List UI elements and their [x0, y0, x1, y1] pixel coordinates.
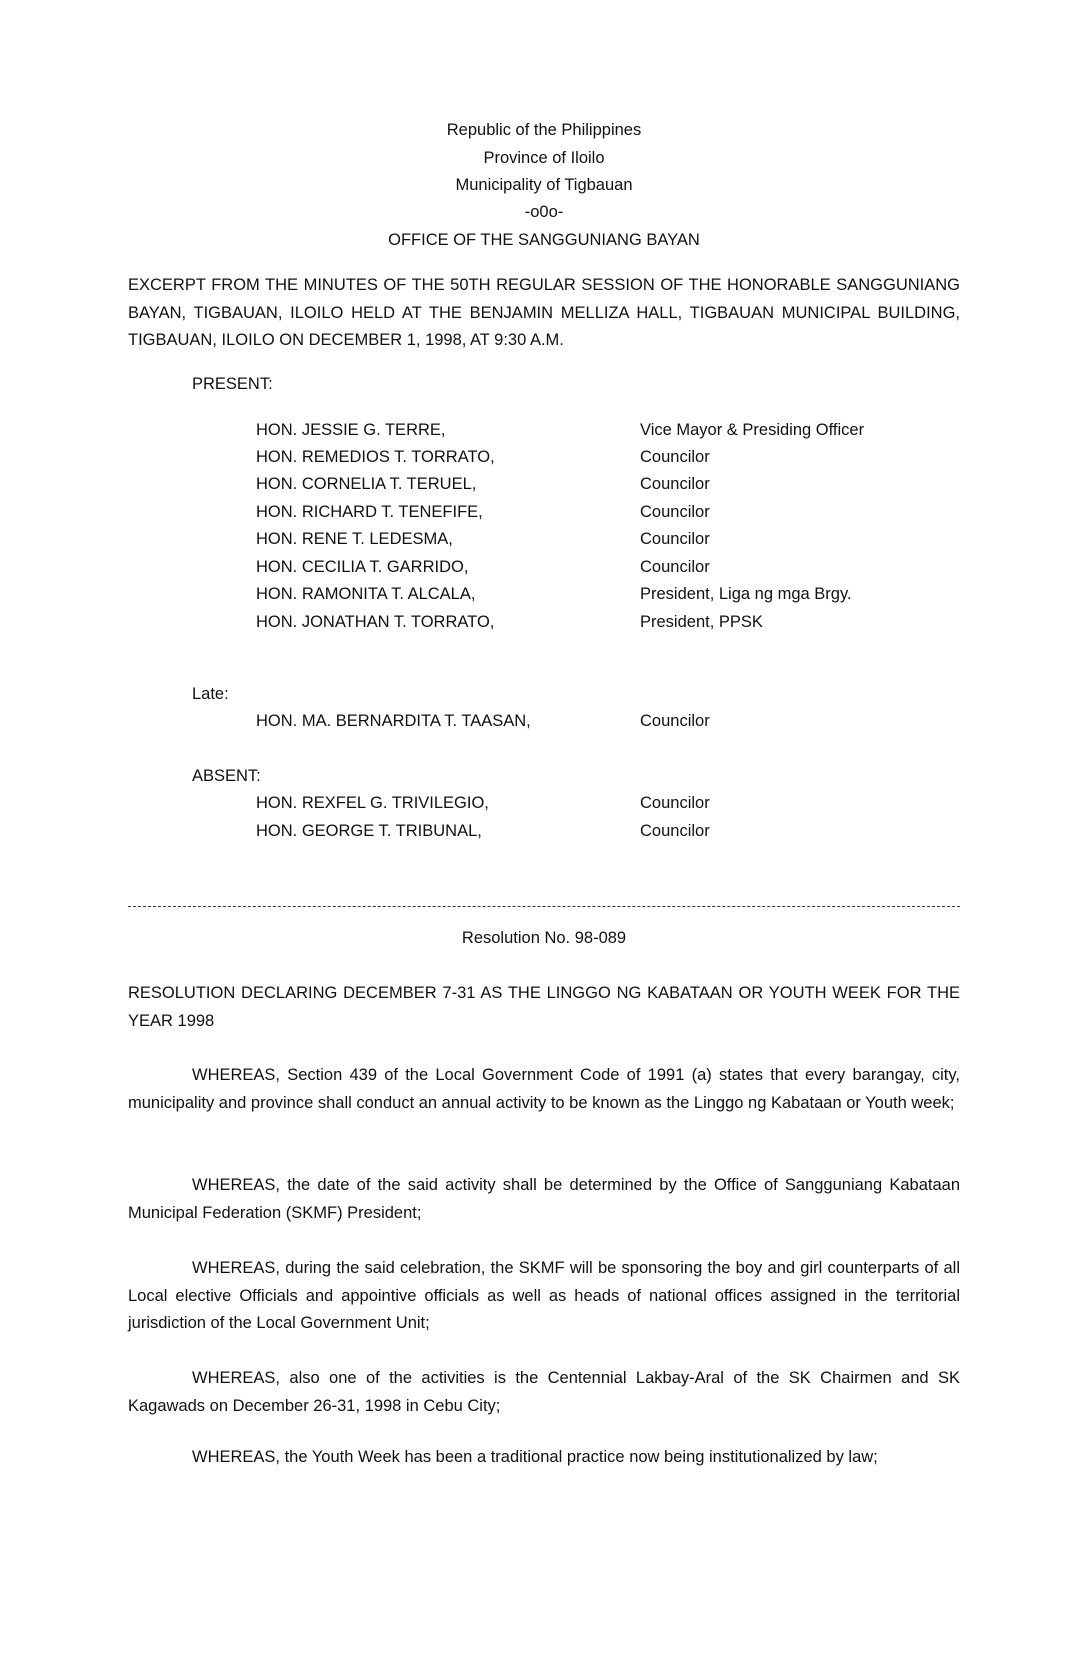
whereas-clause: WHEREAS, also one of the activities is the Centennial Lakbay-Aral of the SK Chairmen and SK Kagawads on December 26-31, 1998 in Cebu City; — [128, 1369, 960, 1415]
attendee-role: Councilor — [640, 794, 710, 812]
present-label: PRESENT: — [192, 375, 273, 393]
attendee-role: Councilor — [640, 558, 710, 576]
resolution-title-line: RESOLUTION DECLARING DECEMBER 7-31 AS THE LINGGO NG KABATAAN OR YOUTH WEEK FOR THE — [128, 984, 960, 1002]
attendee-name: HON. GEORGE T. TRIBUNAL, — [256, 822, 482, 840]
attendee-name: HON. REMEDIOS T. TORRATO, — [256, 448, 495, 466]
header-municipality: Municipality of Tigbauan — [455, 176, 633, 194]
attendee-role: Councilor — [640, 530, 710, 548]
header-separator-mark: -o0o- — [524, 203, 564, 221]
resolution-title — [128, 980, 960, 1035]
attendee-role: Councilor — [640, 712, 710, 730]
attendee-name: HON. RENE T. LEDESMA, — [256, 530, 453, 548]
attendee-role: President, Liga ng mga Brgy. — [640, 585, 852, 603]
dashed-divider — [128, 906, 960, 907]
attendee-name: HON. MA. BERNARDITA T. TAASAN, — [256, 712, 531, 730]
attendee-role: Councilor — [640, 475, 710, 493]
attendee-role: Councilor — [640, 503, 710, 521]
late-label: Late: — [192, 685, 229, 703]
attendee-name: HON. CECILIA T. GARRIDO, — [256, 558, 469, 576]
excerpt-line: EXCERPT FROM THE MINUTES OF THE 50TH REGULAR SESSION OF THE HONORABLE SANGGUNIANG — [128, 276, 960, 294]
header-office: OFFICE OF THE SANGGUNIANG BAYAN — [388, 231, 700, 249]
attendee-role: Councilor — [640, 822, 710, 840]
absent-label: ABSENT: — [192, 767, 261, 785]
resolution-number: Resolution No. 98-089 — [461, 929, 627, 947]
attendee-name: HON. CORNELIA T. TERUEL, — [256, 475, 477, 493]
whereas-clause: WHEREAS, the date of the said activity shall be determined by the Office of Sangguniang Kabataan Municipal Federation (SKMF) President; — [128, 1176, 960, 1222]
whereas-clause: WHEREAS, Section 439 of the Local Government Code of 1991 (a) states that every barangay, city, municipality and province shall conduct an annual activity to be known as the Linggo ng Kabataan or Youth week; — [128, 1066, 960, 1112]
whereas-clause: WHEREAS, during the said celebration, the SKMF will be sponsoring the boy and girl counterparts of all Local elective Officials and appointive officials as well as heads of national offices assigned in the territorial jurisdiction of the Local Government Unit; — [128, 1259, 960, 1332]
excerpt-paragraph — [128, 272, 960, 355]
attendee-role: Vice Mayor & Presiding Officer — [640, 421, 865, 439]
attendee-name: HON. RICHARD T. TENEFIFE, — [256, 503, 483, 521]
attendee-name: HON. REXFEL G. TRIVILEGIO, — [256, 794, 489, 812]
attendee-name: HON. JESSIE G. TERRE, — [256, 421, 446, 439]
excerpt-line: BAYAN, TIGBAUAN, ILOILO HELD AT THE BENJAMIN MELLIZA HALL, TIGBAUAN MUNICIPAL BUILDING, — [128, 303, 960, 322]
attendee-name: HON. JONATHAN T. TORRATO, — [256, 613, 495, 631]
whereas-clause: WHEREAS, the Youth Week has been a traditional practice now being institutionalized by law; — [192, 1448, 878, 1466]
excerpt-line: TIGBAUAN, ILOILO ON DECEMBER 1, 1998, AT 9:30 A.M. — [128, 331, 564, 349]
header-province: Province of Iloilo — [483, 149, 605, 167]
resolution-title-line: YEAR 1998 — [128, 1011, 215, 1030]
attendee-name: HON. RAMONITA T. ALCALA, — [256, 585, 476, 603]
header-republic: Republic of the Philippines — [446, 121, 642, 139]
attendee-role: President, PPSK — [640, 613, 763, 631]
attendee-role: Councilor — [640, 448, 710, 466]
